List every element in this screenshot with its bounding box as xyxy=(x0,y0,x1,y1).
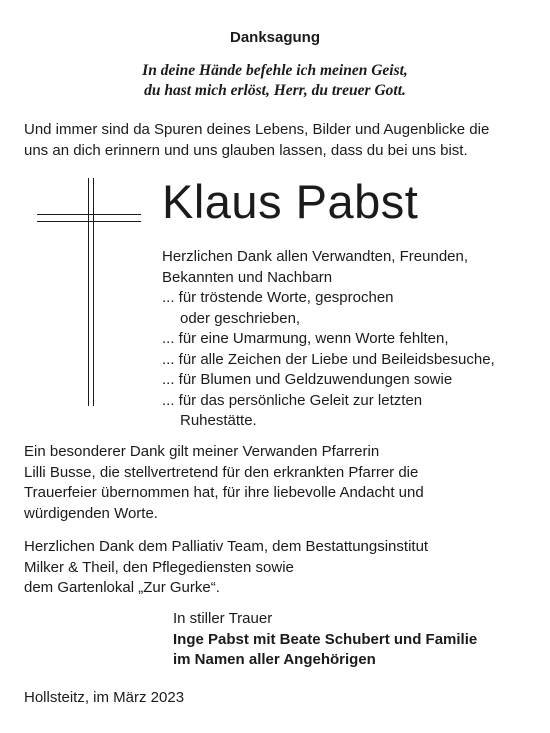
thanks-line: Bekannten und Nachbarn xyxy=(162,268,333,286)
mourners-block xyxy=(173,609,477,671)
cross-icon-bar xyxy=(37,214,141,222)
verse-line-2: du hast mich erlöst, Herr, du treuer Gott. xyxy=(144,82,406,99)
paragraph-line: Trauerfeier übernommen hat, für ihre liebevolle Andacht und xyxy=(24,484,424,501)
paragraph-line: Lilli Busse, die stellvertretend für den erkrankten Pfarrer die xyxy=(24,463,419,481)
thanks-line: oder geschrieben, xyxy=(180,309,301,327)
mourning-intro: In stiller Trauer xyxy=(173,610,273,627)
intro-line: uns an dich erinnern und uns glauben lassen, dass du bei uns bist. xyxy=(24,141,468,159)
thanks-line: ... für eine Umarmung, wenn Worte fehlten, xyxy=(162,330,449,347)
paragraph-line: Milker & Theil, den Pflegediensten sowie xyxy=(24,558,294,576)
paragraph-line: Ein besonderer Dank gilt meiner Verwanden Pfarrerin xyxy=(24,443,380,460)
notice-title: Danksagung xyxy=(229,29,320,46)
cross-icon xyxy=(88,178,94,406)
thanks-line: ... für tröstende Worte, gesprochen xyxy=(162,289,394,306)
place-date: Hollsteitz, im März 2023 xyxy=(24,689,185,706)
mourners-names: Inge Pabst mit Beate Schubert und Familie xyxy=(173,630,478,648)
paragraph-line: Herzlichen Dank dem Palliativ Team, dem Bestattungsinstitut xyxy=(24,538,429,555)
verse-line-1: In deine Hände befehle ich meinen Geist, xyxy=(142,62,408,79)
intro-text xyxy=(24,120,489,161)
thanks-list xyxy=(162,247,495,432)
intro-line: Und immer sind da Spuren deines Lebens, Bilder und Augenblicke die xyxy=(24,121,490,138)
care-thanks-paragraph xyxy=(24,537,428,599)
thanks-line: ... für Blumen und Geldzuwendungen sowie xyxy=(162,371,453,388)
thanks-line: Ruhestätte. xyxy=(180,412,257,429)
mourners-relatives: im Namen aller Angehörigen xyxy=(173,651,376,668)
paragraph-line: würdigenden Worte. xyxy=(24,504,158,522)
thanks-line: Herzlichen Dank allen Verwandten, Freunden, xyxy=(162,248,469,265)
paragraph-line: dem Gartenlokal „Zur Gurke“. xyxy=(24,579,220,596)
thanks-line: ... für alle Zeichen der Liebe und Beileidsbesuche, xyxy=(162,350,495,368)
thanks-line: ... für das persönliche Geleit zur letzten xyxy=(162,391,423,409)
special-thanks-paragraph xyxy=(24,442,424,524)
deceased-name: Klaus Pabst xyxy=(162,175,419,228)
